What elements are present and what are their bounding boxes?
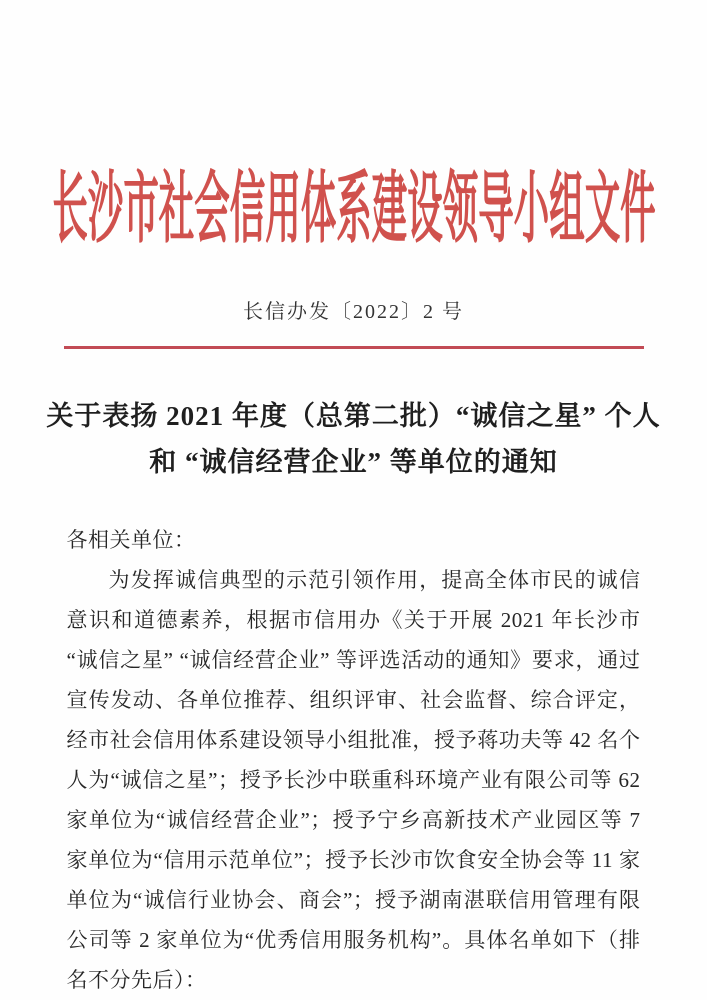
document-number: 长信办发〔2022〕2 号 <box>243 301 464 323</box>
notice-title-line2: 和 “诚信经营企业” 等单位的通知 <box>149 447 558 477</box>
red-divider-line <box>64 346 644 349</box>
salutation: 各相关单位： <box>66 528 196 552</box>
notice-title <box>0 393 707 485</box>
issuing-org-title: 长沙市社会信用体系建设领导小组文件 <box>51 165 656 252</box>
notice-body <box>67 520 641 1000</box>
notice-paragraph: 为发挥诚信典型的示范引领作用，提高全体市民的诚信意识和道德素养，根据市信用办《关于开展 2021 年长沙市“诚信之星” “诚信经营企业” 等评选活动的通知》要求，通过宣传发动、各单位推荐、组织评审、社会监督、综合评定，经市社会信用体系建设领导小组批准，授予蒋功夫等 42 名个人为“诚信之星”；授予长沙中联重科环境产业有限公司等 62 家单位为“诚信经营企业”；授予宁乡高新技术产业园区等 7 家单位为“信用示范单位”；授予长沙市饮食安全协会等 11 家单位为“诚信行业协会、商会”；授予湖南湛联信用管理有限公司等 2 家单位为“优秀信用服务机构”。具体名单如下（排名不分先后）： <box>66 568 641 992</box>
document-masthead <box>0 166 707 252</box>
notice-title-line1: 关于表扬 2021 年度（总第二批）“诚信之星” 个人 <box>46 401 661 431</box>
